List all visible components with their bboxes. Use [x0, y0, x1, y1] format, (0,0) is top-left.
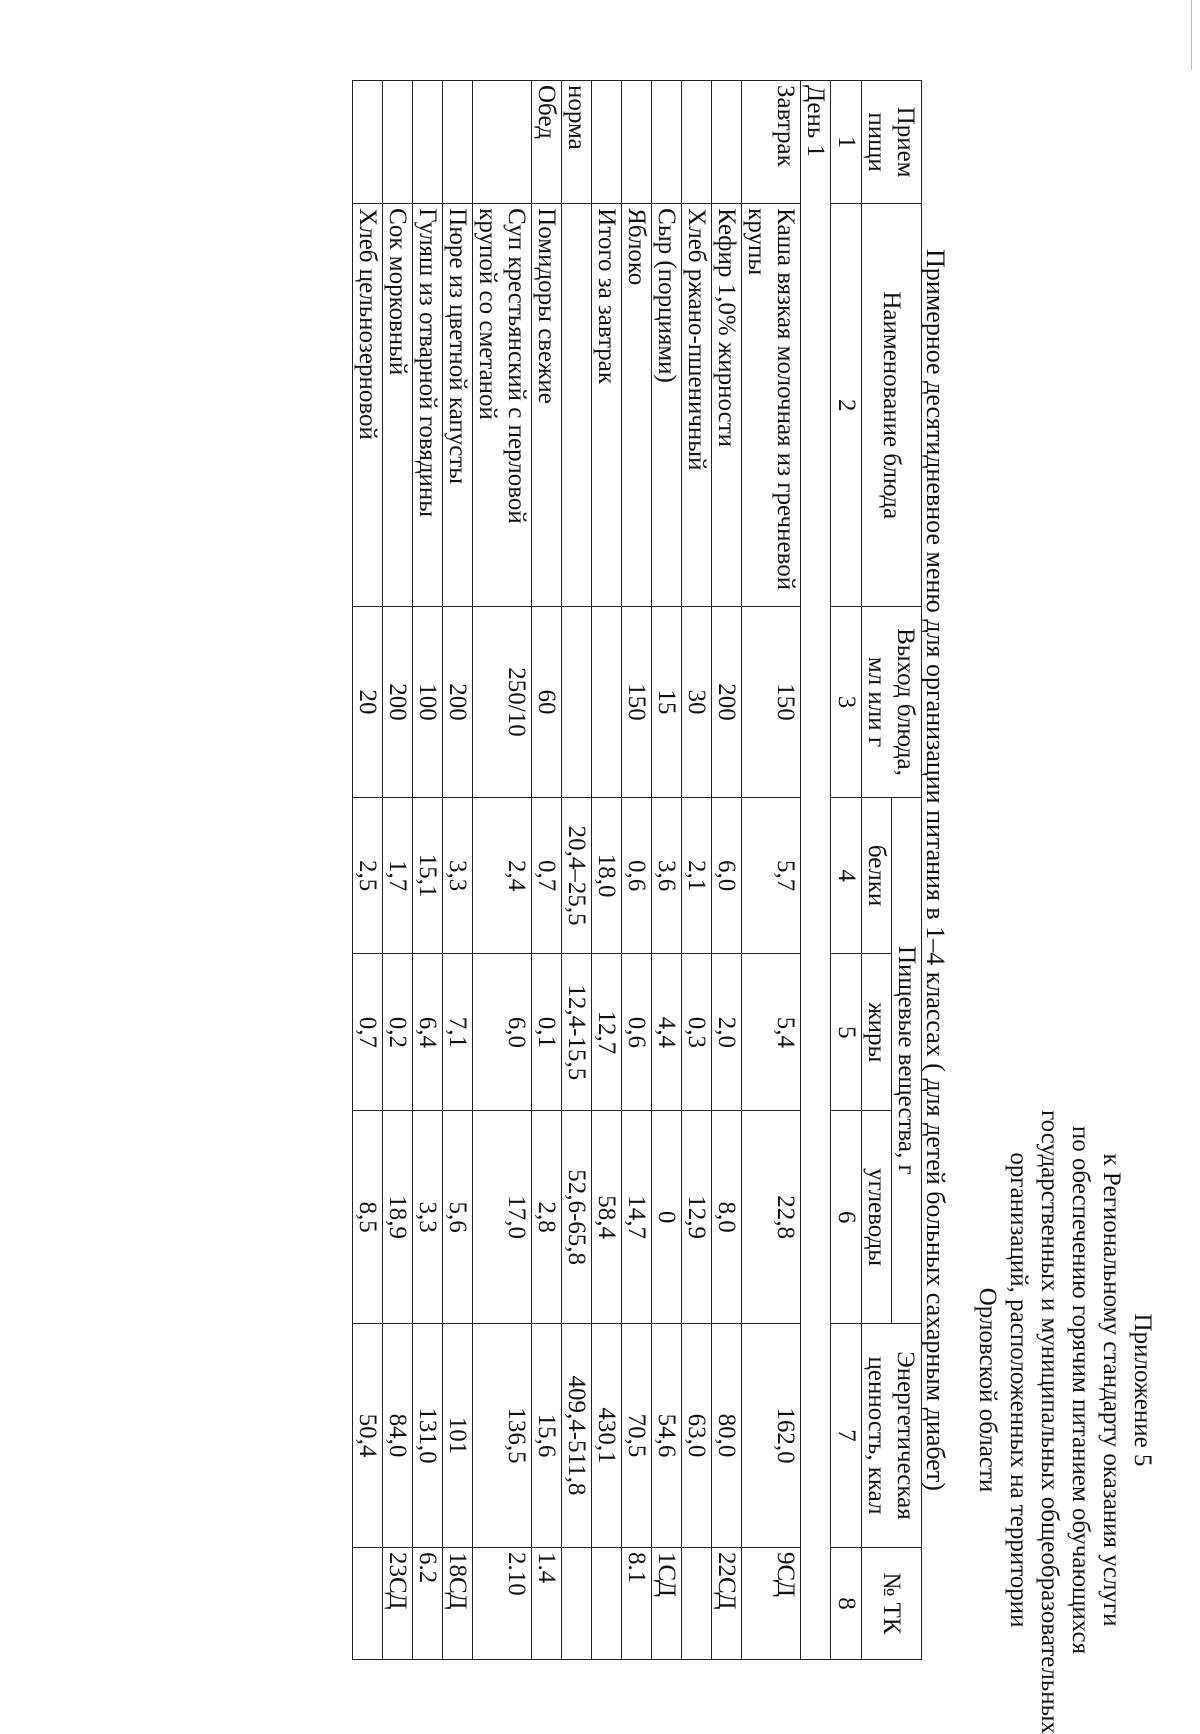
- table-row: [413, 81, 443, 1660]
- column-number: 7: [831, 1323, 862, 1547]
- cell-energy: 63,0: [682, 1323, 712, 1547]
- column-number: 8: [831, 1547, 862, 1659]
- cell-meal: [592, 81, 622, 204]
- header-meal: Прием пищи: [862, 81, 922, 204]
- cell-protein: 3,3: [443, 797, 473, 954]
- cell-protein: 3,6: [652, 797, 682, 954]
- cell-dish: Кефир 1,0% жирности: [712, 204, 742, 607]
- cell-protein: 0,6: [622, 797, 652, 954]
- header-dish: Наименование блюда: [862, 204, 922, 607]
- cell-yield: 200: [712, 607, 742, 797]
- cell-carbs: 14,7: [622, 1111, 652, 1324]
- cell-energy: 54,6: [652, 1323, 682, 1547]
- cell-protein: 5,7: [742, 797, 801, 954]
- cell-fat: 7,1: [443, 954, 473, 1111]
- cell-yield: 30: [682, 607, 712, 797]
- column-number: 6: [831, 1111, 862, 1324]
- cell-meal: норма: [562, 81, 592, 204]
- cell-fat: 2,0: [712, 954, 742, 1111]
- cell-carbs: 5,6: [443, 1111, 473, 1324]
- cell-protein: 20,4–25,5: [562, 797, 592, 954]
- cell-tk: 1СД: [652, 1547, 682, 1659]
- table-row: [353, 81, 383, 1660]
- cell-tk: 2.10: [473, 1547, 532, 1659]
- cell-protein: 2,5: [353, 797, 383, 954]
- cell-tk: [562, 1547, 592, 1659]
- cell-dish: Итого за завтрак: [592, 204, 622, 607]
- table-row: [443, 81, 473, 1660]
- cell-carbs: 18,9: [383, 1111, 413, 1324]
- cell-fat: 4,4: [652, 954, 682, 1111]
- cell-energy: 162,0: [742, 1323, 801, 1547]
- table-row: [712, 81, 742, 1660]
- column-number: 3: [831, 607, 862, 797]
- appendix-line: организаций, расположенных на территории: [1005, 1152, 1032, 1628]
- cell-yield: 15: [652, 607, 682, 797]
- cell-dish: Гуляш из отварной говядины: [413, 204, 443, 607]
- cell-tk: 9СД: [742, 1547, 801, 1659]
- cell-dish: Сок морковный: [383, 204, 413, 607]
- column-number: 5: [831, 954, 862, 1111]
- table-row: [652, 81, 682, 1660]
- cell-energy: 80,0: [712, 1323, 742, 1547]
- cell-meal: [383, 81, 413, 204]
- cell-protein: 15,1: [413, 797, 443, 954]
- appendix-line: по обеспечению горячим питанием обучающихся: [1067, 1125, 1094, 1655]
- cell-dish: Сыр (порциями): [652, 204, 682, 607]
- cell-yield: [592, 607, 622, 797]
- header-carbs: углеводы: [862, 1111, 892, 1324]
- cell-energy: 70,5: [622, 1323, 652, 1547]
- table-row: [473, 81, 532, 1660]
- cell-tk: 1.4: [532, 1547, 562, 1659]
- cell-meal: [652, 81, 682, 204]
- cell-tk: [682, 1547, 712, 1659]
- cell-fat: 12,4-15,5: [562, 954, 592, 1111]
- cell-yield: 250/10: [473, 607, 532, 797]
- header-energy: Энергетическая ценность, ккал: [862, 1323, 922, 1547]
- cell-tk: 6.2: [413, 1547, 443, 1659]
- header-yield: Выход блюда, мл или г: [862, 607, 922, 797]
- cell-dish: Каша вязкая молочная из гречневой крупы: [742, 204, 801, 607]
- cell-meal: [682, 81, 712, 204]
- cell-carbs: 52,6-65,8: [562, 1111, 592, 1324]
- cell-energy: 409,4-511,8: [562, 1323, 592, 1547]
- cell-carbs: 22,8: [742, 1111, 801, 1324]
- cell-fat: 0,3: [682, 954, 712, 1111]
- header-protein: белки: [862, 797, 892, 954]
- column-number: 4: [831, 797, 862, 954]
- cell-yield: 200: [383, 607, 413, 797]
- cell-carbs: 8,0: [712, 1111, 742, 1324]
- appendix-line: Орловской области: [974, 1287, 1001, 1493]
- cell-meal: [413, 81, 443, 204]
- cell-tk: 8.1: [622, 1547, 652, 1659]
- table-row: [742, 81, 801, 1660]
- cell-carbs: 2,8: [532, 1111, 562, 1324]
- cell-protein: 6,0: [712, 797, 742, 954]
- column-number: 1: [831, 81, 862, 204]
- day-label: День 1: [801, 81, 831, 1660]
- column-number: 2: [831, 204, 862, 607]
- cell-carbs: 58,4: [592, 1111, 622, 1324]
- cell-tk: [353, 1547, 383, 1659]
- cell-tk: 22СД: [712, 1547, 742, 1659]
- cell-meal: [443, 81, 473, 204]
- cell-fat: 0,2: [383, 954, 413, 1111]
- cell-tk: 23СД: [383, 1547, 413, 1659]
- table-row: [383, 81, 413, 1660]
- cell-tk: [592, 1547, 622, 1659]
- table-row: [562, 81, 592, 1660]
- cell-protein: 18,0: [592, 797, 622, 954]
- cell-carbs: 8,5: [353, 1111, 383, 1324]
- cell-meal: Обед: [532, 81, 562, 204]
- header-tk: № ТК: [862, 1547, 922, 1659]
- cell-carbs: 12,9: [682, 1111, 712, 1324]
- cell-fat: 0,7: [353, 954, 383, 1111]
- cell-dish: Яблоко: [622, 204, 652, 607]
- cell-fat: 0,1: [532, 954, 562, 1111]
- cell-carbs: 3,3: [413, 1111, 443, 1324]
- cell-fat: 5,4: [742, 954, 801, 1111]
- cell-yield: 100: [413, 607, 443, 797]
- cell-dish: Помидоры свежие: [532, 204, 562, 607]
- cell-yield: 20: [353, 607, 383, 797]
- cell-meal: Завтрак: [742, 81, 801, 204]
- cell-energy: 84,0: [383, 1323, 413, 1547]
- appendix-line: государственных и муниципальных общеобразовательных: [1036, 1110, 1063, 1734]
- cell-dish: Пюре из цветной капусты: [443, 204, 473, 607]
- cell-yield: 150: [622, 607, 652, 797]
- header-fat: жиры: [862, 954, 892, 1111]
- cell-dish: Хлеб цельнозерновой: [353, 204, 383, 607]
- scan-edge-line: [1191, 0, 1192, 70]
- table-row: [682, 81, 712, 1660]
- cell-energy: 136,5: [473, 1323, 532, 1547]
- appendix-line: Приложение 5: [1129, 1313, 1156, 1467]
- cell-fat: 12,7: [592, 954, 622, 1111]
- cell-fat: 0,6: [622, 954, 652, 1111]
- cell-meal: [622, 81, 652, 204]
- table-row: [532, 81, 562, 1660]
- cell-energy: 15,6: [532, 1323, 562, 1547]
- cell-tk: 18СД: [443, 1547, 473, 1659]
- table-row: [592, 81, 622, 1660]
- menu-table: [352, 80, 922, 1660]
- cell-energy: 131,0: [413, 1323, 443, 1547]
- cell-carbs: 17,0: [473, 1111, 532, 1324]
- cell-meal: [712, 81, 742, 204]
- cell-dish: [562, 204, 592, 607]
- cell-protein: 2,1: [682, 797, 712, 954]
- cell-yield: 60: [532, 607, 562, 797]
- cell-protein: 1,7: [383, 797, 413, 954]
- cell-yield: 200: [443, 607, 473, 797]
- cell-energy: 50,4: [353, 1323, 383, 1547]
- cell-fat: 6,4: [413, 954, 443, 1111]
- cell-meal: [473, 81, 532, 204]
- cell-protein: 2,4: [473, 797, 532, 954]
- cell-dish: Хлеб ржано-пшеничный: [682, 204, 712, 607]
- appendix-header: [972, 1110, 1158, 1734]
- cell-yield: 150: [742, 607, 801, 797]
- cell-meal: [353, 81, 383, 204]
- cell-yield: [562, 607, 592, 797]
- table-row: [622, 81, 652, 1660]
- cell-dish: Суп крестьянский с перловой крупой со сметаной: [473, 204, 532, 607]
- cell-energy: 101: [443, 1323, 473, 1547]
- cell-fat: 6,0: [473, 954, 532, 1111]
- cell-protein: 0,7: [532, 797, 562, 954]
- cell-energy: 430,1: [592, 1323, 622, 1547]
- header-nutrients: Пищевые вещества, г: [892, 797, 922, 1323]
- appendix-line: к Региональному стандарту оказания услуги: [1098, 1153, 1125, 1627]
- menu-title: Примерное десятидневное меню для организации питания в 1–4 классах ( для детей больных сахарным диабет): [921, 249, 950, 1491]
- cell-carbs: 0: [652, 1111, 682, 1324]
